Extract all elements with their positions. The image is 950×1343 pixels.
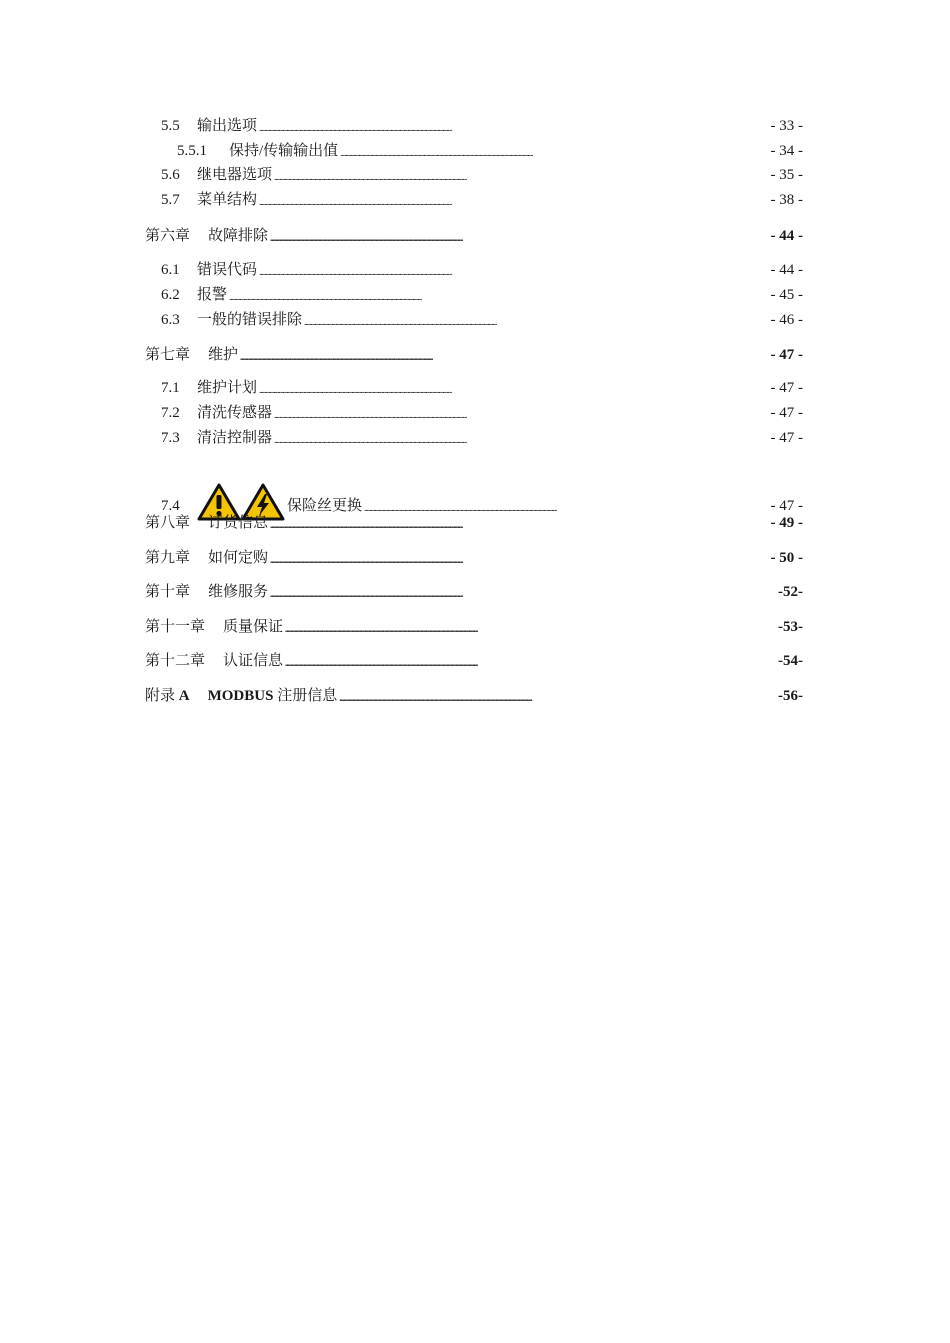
- toc-chapter-11[interactable]: [145, 618, 803, 636]
- toc-number: 附录 A: [145, 688, 190, 704]
- dot-leader: [274, 404, 768, 422]
- toc-title: 清洁控制器: [197, 430, 273, 446]
- dot-leader: [259, 261, 768, 279]
- toc-title: 维护: [208, 347, 239, 363]
- toc-chapter-10[interactable]: [145, 583, 803, 601]
- toc-page: - 47 -: [770, 347, 803, 363]
- toc-title: 认证信息: [223, 653, 284, 669]
- toc-page: - 46 -: [770, 312, 803, 328]
- toc-title: 故障排除: [208, 228, 269, 244]
- toc-number: 6.1: [161, 262, 180, 278]
- toc-page: - 45 -: [770, 287, 803, 303]
- toc-chapter-7[interactable]: [145, 346, 803, 364]
- toc-title: 输出选项: [197, 118, 258, 134]
- dot-leader: [274, 166, 768, 184]
- toc-page: - 33 -: [770, 118, 803, 134]
- toc-page: -56-: [778, 688, 803, 704]
- toc-number: 7.1: [161, 380, 180, 396]
- toc-title: 保险丝更换: [287, 498, 363, 514]
- dot-leader: [285, 652, 776, 670]
- toc-page: - 47 -: [770, 430, 803, 446]
- toc-number: 5.5: [161, 118, 180, 134]
- toc-page: -52-: [778, 584, 803, 600]
- toc-title: 错误代码: [197, 262, 258, 278]
- toc-title: 保持/传输输出值: [229, 143, 339, 159]
- toc-number: 7.4: [161, 498, 180, 514]
- dot-leader: [340, 142, 768, 160]
- toc-chapter-12[interactable]: [145, 652, 803, 670]
- dot-leader: [270, 514, 768, 532]
- toc-entry-5-5[interactable]: [145, 117, 803, 135]
- toc-page: - 44 -: [770, 262, 803, 278]
- toc-title: 维修服务: [208, 584, 269, 600]
- toc-entry-5-5-1[interactable]: [145, 142, 803, 160]
- toc-entry-7-2[interactable]: [145, 404, 803, 422]
- toc-page: - 47 -: [770, 380, 803, 396]
- toc-title: 一般的错误排除: [197, 312, 303, 328]
- toc-entry-5-7[interactable]: [145, 191, 803, 209]
- toc-title: 菜单结构: [197, 192, 258, 208]
- toc-number: 第七章: [145, 347, 191, 363]
- toc-title: 如何定购: [208, 550, 269, 566]
- toc-title: 订货信息: [208, 515, 269, 531]
- toc-entry-7-1[interactable]: [145, 379, 803, 397]
- dot-leader: [274, 429, 768, 447]
- toc-entry-7-3[interactable]: [145, 429, 803, 447]
- toc-number: 第十二章: [145, 653, 206, 669]
- dot-leader: [304, 311, 768, 329]
- toc-page: - 50 -: [770, 550, 803, 566]
- dot-leader: [240, 346, 768, 364]
- toc-entry-7-4[interactable]: [145, 477, 803, 515]
- toc-title: 注册信息: [273, 688, 338, 704]
- dot-leader: [259, 191, 768, 209]
- toc-chapter-9[interactable]: [145, 549, 803, 567]
- toc-page: - 49 -: [770, 515, 803, 531]
- toc-title: 报警: [197, 287, 228, 303]
- toc-entry-6-1[interactable]: [145, 261, 803, 279]
- toc-page: - 47 -: [770, 405, 803, 421]
- dot-leader: [270, 549, 768, 567]
- toc-page: - 34 -: [770, 143, 803, 159]
- toc-number: 第六章: [145, 228, 191, 244]
- toc-entry-5-6[interactable]: [145, 166, 803, 184]
- toc-title: 质量保证: [223, 619, 284, 635]
- toc-number: 第八章: [145, 515, 191, 531]
- appendix-letter: A: [178, 688, 190, 704]
- toc-appendix-a[interactable]: [145, 687, 803, 705]
- toc-title-modbus: MODBUS: [207, 688, 274, 704]
- toc-title: 维护计划: [197, 380, 258, 396]
- dot-leader: [270, 583, 776, 601]
- toc-page: -53-: [778, 619, 803, 635]
- toc-number: 6.3: [161, 312, 180, 328]
- toc-number: 第十章: [145, 584, 191, 600]
- toc-entry-6-3[interactable]: [145, 311, 803, 329]
- toc-number: 7.2: [161, 405, 180, 421]
- dot-leader: [285, 618, 776, 636]
- dot-leader: [259, 117, 768, 135]
- toc-number: 7.3: [161, 430, 180, 446]
- toc-number: 5.5.1: [177, 143, 207, 159]
- dot-leader: [229, 286, 768, 304]
- toc-number: 5.6: [161, 167, 180, 183]
- toc-entry-6-2[interactable]: [145, 286, 803, 304]
- toc-number: 6.2: [161, 287, 180, 303]
- toc-page: - 44 -: [770, 228, 803, 244]
- toc-title: 清洗传感器: [197, 405, 273, 421]
- dot-leader: [270, 227, 768, 245]
- toc-chapter-8[interactable]: [145, 514, 803, 532]
- toc-number: 第九章: [145, 550, 191, 566]
- toc-page: -54-: [778, 653, 803, 669]
- toc-chapter-6[interactable]: [145, 227, 803, 245]
- dot-leader: [364, 497, 768, 515]
- toc-page: - 38 -: [770, 192, 803, 208]
- toc-page: - 47 -: [770, 498, 803, 514]
- toc-page: - 35 -: [770, 167, 803, 183]
- toc-number: 5.7: [161, 192, 180, 208]
- toc-title: 继电器选项: [197, 167, 273, 183]
- dot-leader: [339, 687, 776, 705]
- toc-number: 第十一章: [145, 619, 206, 635]
- dot-leader: [259, 379, 768, 397]
